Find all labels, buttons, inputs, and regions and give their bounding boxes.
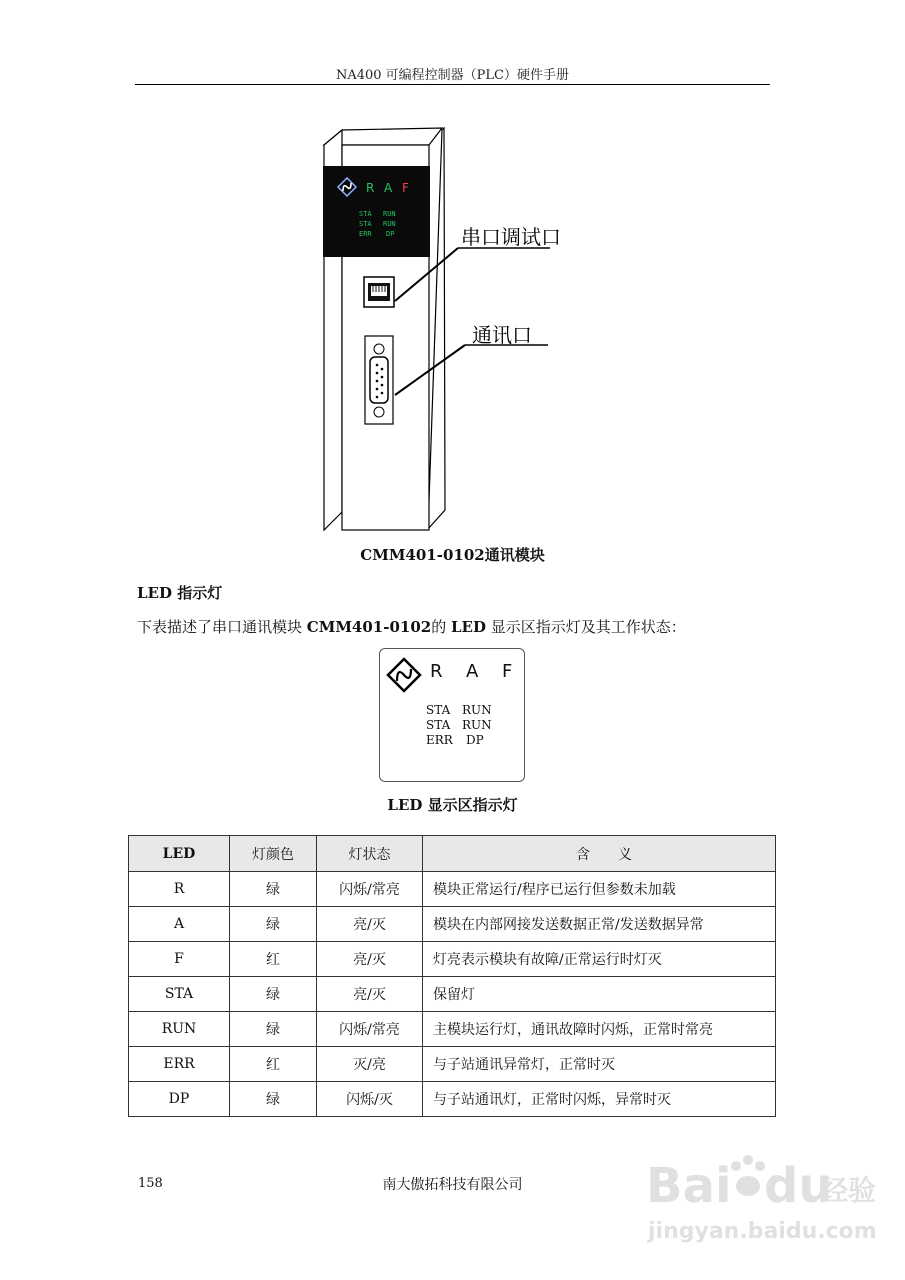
module-side-face [428, 128, 445, 529]
device-label-sta: STA [359, 220, 372, 228]
logo-icon [386, 657, 422, 693]
device-label-dp: DP [386, 230, 395, 238]
running-header: NA400 可编程控制器（PLC）硬件手册 [335, 68, 570, 83]
module-model: CMM401-0102 [306, 618, 432, 636]
device-label-run: RUN [383, 220, 396, 228]
header-led: LED [129, 836, 230, 872]
table-row [129, 1047, 776, 1082]
device-label-sta: STA [359, 210, 372, 218]
watermark-brand-left: Bai [646, 1158, 732, 1214]
table-row [129, 872, 776, 907]
led-letter-a: A [466, 661, 479, 682]
description-text: 下表描述了串口通讯模块 [137, 618, 307, 636]
cell-state: 闪烁/常亮 [317, 872, 423, 907]
serial-debug-port-icon [364, 277, 394, 307]
cell-color: 红 [230, 1047, 317, 1082]
cell-meaning: 与子站通讯异常灯，正常时灭 [423, 1047, 776, 1082]
device-led-r: R [366, 181, 375, 195]
cell-led: F [129, 942, 230, 977]
device-led-f: F [402, 181, 409, 195]
table-row [129, 1012, 776, 1047]
cell-color: 绿 [230, 977, 317, 1012]
watermark-product: 经验 [820, 1174, 877, 1207]
cell-meaning: 保留灯 [423, 977, 776, 1012]
cell-meaning: 模块正常运行/程序已运行但参数未加载 [423, 872, 776, 907]
module-illustration [300, 120, 600, 540]
module-led-panel [323, 166, 430, 257]
cell-led: R [129, 872, 230, 907]
cell-state: 闪烁/常亮 [317, 1012, 423, 1047]
watermark-url: jingyan.baidu.com [648, 1219, 877, 1244]
paw-icon [731, 1155, 765, 1196]
panel-caption: LED 显示区指示灯 [387, 796, 518, 814]
cell-color: 绿 [230, 907, 317, 942]
cell-meaning: 灯亮表示模块有故障/正常运行时灯灭 [423, 942, 776, 977]
led-label-row: ERR DP [426, 733, 484, 747]
cell-color: 绿 [230, 872, 317, 907]
led-status-table [128, 835, 776, 1117]
cell-state: 灭/亮 [317, 1047, 423, 1082]
page-number: 158 [138, 1176, 163, 1191]
device-label-run: RUN [383, 210, 396, 218]
cell-meaning: 主模块运行灯，通讯故障时闪烁，正常时常亮 [423, 1012, 776, 1047]
communication-port-icon [365, 336, 393, 424]
cell-color: 红 [230, 942, 317, 977]
section-heading: LED 指示灯 [137, 584, 223, 602]
cell-meaning: 模块在内部网接发送数据正常/发送数据异常 [423, 907, 776, 942]
description-text: 的 [431, 618, 451, 636]
watermark-brand-right: du [764, 1158, 833, 1214]
cell-state: 亮/灭 [317, 907, 423, 942]
led-display-panel [379, 648, 525, 782]
device-label-err: ERR [359, 230, 372, 238]
table-row [129, 942, 776, 977]
header-color: 灯颜色 [230, 836, 317, 872]
cell-led: DP [129, 1082, 230, 1117]
header-state: 灯状态 [317, 836, 423, 872]
table-header-row [129, 836, 776, 872]
cell-led: A [129, 907, 230, 942]
cell-state: 闪烁/灭 [317, 1082, 423, 1117]
callout-serial-debug-port: 串口调试口 [461, 225, 561, 249]
led-letter-f: F [502, 661, 513, 682]
cell-led: RUN [129, 1012, 230, 1047]
led-term: LED [451, 618, 486, 636]
header-rule [135, 84, 770, 85]
table-row [129, 907, 776, 942]
table-row [129, 977, 776, 1012]
led-letter-r: R [430, 661, 443, 682]
description-text: 显示区指示灯及其工作状态： [486, 618, 686, 636]
header-meaning: 含 义 [423, 836, 776, 872]
cell-state: 亮/灭 [317, 942, 423, 977]
device-led-a: A [384, 181, 393, 195]
callout-communication-port: 通讯口 [472, 323, 532, 347]
cell-color: 绿 [230, 1082, 317, 1117]
description-paragraph [137, 616, 686, 637]
cell-led: ERR [129, 1047, 230, 1082]
cell-state: 亮/灭 [317, 977, 423, 1012]
cell-led: STA [129, 977, 230, 1012]
table-row [129, 1082, 776, 1117]
figure-caption: CMM401-0102通讯模块 [360, 546, 545, 564]
footer-company: 南大傲拓科技有限公司 [382, 1177, 523, 1193]
led-label-row: STA RUN [426, 703, 492, 717]
cell-color: 绿 [230, 1012, 317, 1047]
cell-meaning: 与子站通讯灯，正常时闪烁，异常时灭 [423, 1082, 776, 1117]
baidu-jingyan-watermark [640, 1138, 890, 1248]
led-label-row: STA RUN [426, 718, 492, 732]
